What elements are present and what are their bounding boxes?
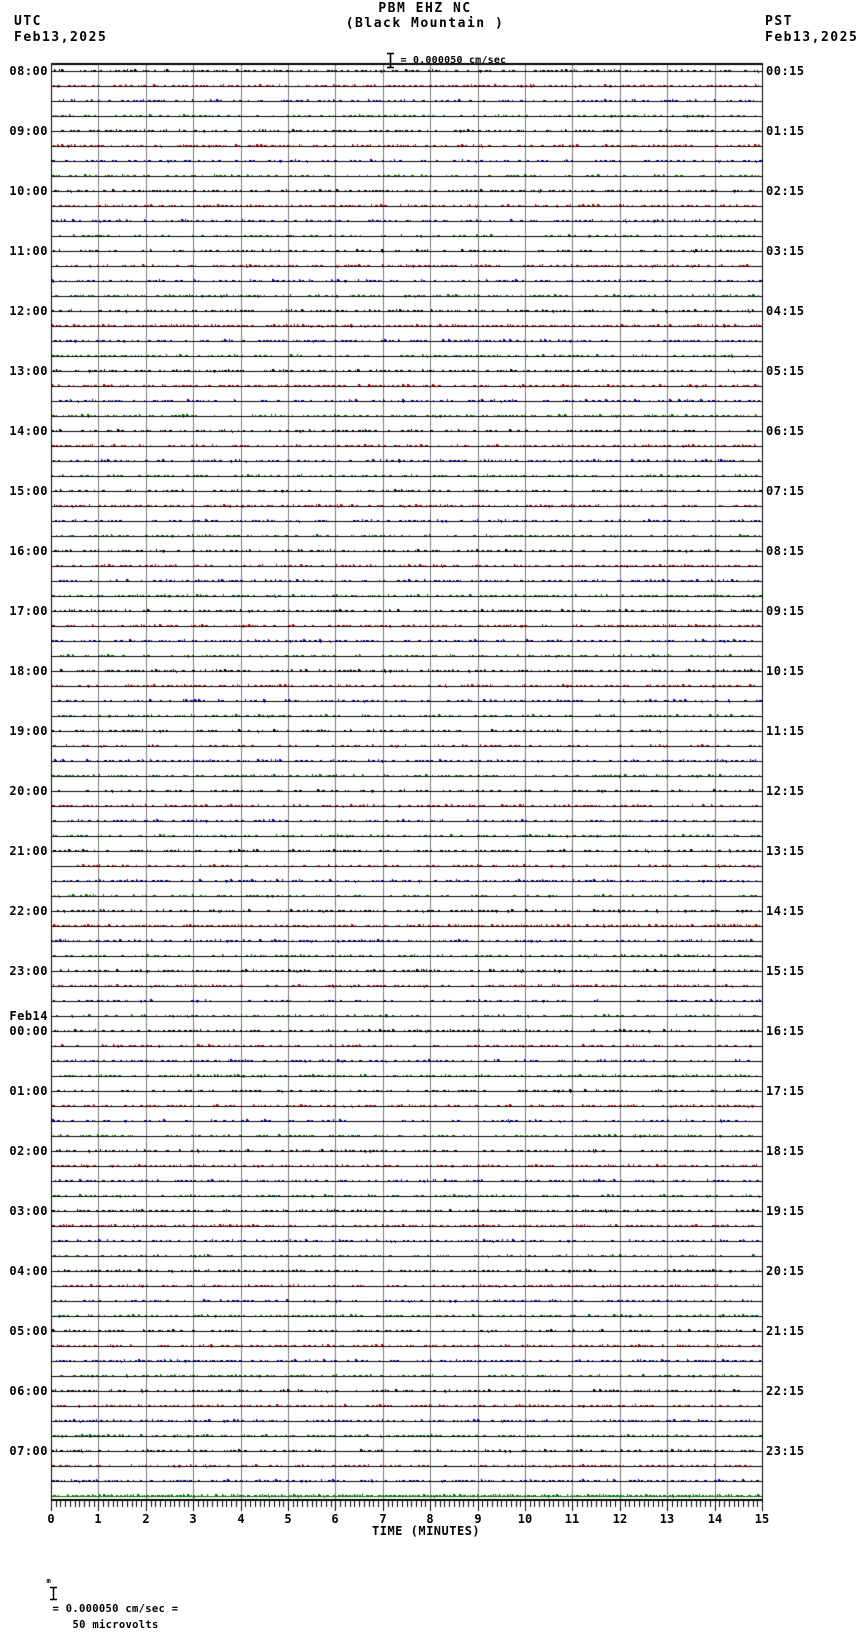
utc-date-label: Feb13,2025 [14, 30, 108, 45]
pst-hour-label: 19:15 [766, 1204, 805, 1218]
pst-hour-label: 06:15 [766, 424, 805, 438]
axis-tick-label: 0 [47, 1512, 55, 1526]
pst-timezone-label: PST [765, 14, 793, 29]
utc-hour-label: 03:00 [9, 1204, 48, 1218]
pst-hour-label: 00:15 [766, 64, 805, 78]
utc-hour-label: 01:00 [9, 1084, 48, 1098]
utc-hour-label: 05:00 [9, 1324, 48, 1338]
utc-hour-label: 09:00 [9, 124, 48, 138]
pst-hour-label: 13:15 [766, 844, 805, 858]
scale-text: = 0.000050 cm/sec [400, 54, 507, 66]
utc-timezone-label: UTC [14, 14, 42, 29]
axis-tick-label: 13 [659, 1512, 675, 1526]
pst-hour-label: 02:15 [766, 184, 805, 198]
utc-hour-label: 13:00 [9, 364, 48, 378]
station-location: (Black Mountain ) [345, 16, 505, 31]
pst-date-label: Feb13,2025 [765, 30, 858, 45]
pst-hour-label: 01:15 [766, 124, 805, 138]
scale-ibeam-icon [386, 52, 395, 69]
utc-hour-label: 15:00 [9, 484, 48, 498]
utc-hour-label: 23:00 [9, 964, 48, 978]
axis-title: TIME (MINUTES) [372, 1524, 481, 1538]
pst-hour-label: 12:15 [766, 784, 805, 798]
utc-hour-label: 04:00 [9, 1264, 48, 1278]
utc-hour-label: 17:00 [9, 604, 48, 618]
utc-hour-label: 02:00 [9, 1144, 48, 1158]
utc-hour-label: 06:00 [9, 1384, 48, 1398]
axis-tick-label: 11 [564, 1512, 580, 1526]
pst-hour-label: 23:15 [766, 1444, 805, 1458]
axis-tick-label: 14 [707, 1512, 723, 1526]
pst-hour-label: 18:15 [766, 1144, 805, 1158]
scale-marker [347, 36, 506, 85]
utc-hour-label: 21:00 [9, 844, 48, 858]
axis-tick-label: 15 [754, 1512, 770, 1526]
pst-hour-label: 20:15 [766, 1264, 805, 1278]
pst-hour-label: 14:15 [766, 904, 805, 918]
axis-tick-label: 10 [517, 1512, 533, 1526]
axis-tick-label: 2 [142, 1512, 150, 1526]
utc-hour-label: 19:00 [9, 724, 48, 738]
pst-hour-label: 05:15 [766, 364, 805, 378]
utc-hour-label: 14:00 [9, 424, 48, 438]
pst-hour-label: 07:15 [766, 484, 805, 498]
utc-hour-label: 18:00 [9, 664, 48, 678]
footer-scale-equation: = 0.000050 cm/sec = [52, 1603, 179, 1616]
utc-hour-label: 10:00 [9, 184, 48, 198]
station-title: PBM EHZ NC [378, 1, 472, 16]
axis-tick-label: 7 [379, 1512, 387, 1526]
pst-hour-label: 03:15 [766, 244, 805, 258]
pst-hour-label: 17:15 [766, 1084, 805, 1098]
axis-tick-label: 1 [94, 1512, 102, 1526]
axis-tick-label: 6 [331, 1512, 339, 1526]
utc-hour-label: 16:00 [9, 544, 48, 558]
utc-hour-label: 12:00 [9, 304, 48, 318]
pst-hour-label: 09:15 [766, 604, 805, 618]
axis-tick-label: 9 [474, 1512, 482, 1526]
utc-hour-label: 00:00 [9, 1024, 48, 1038]
utc-hour-label: 11:00 [9, 244, 48, 258]
utc-hour-label: 08:00 [9, 64, 48, 78]
pst-hour-label: 08:15 [766, 544, 805, 558]
axis-tick-label: 3 [189, 1512, 197, 1526]
utc-date-break-label: Feb14 [9, 1009, 48, 1023]
pst-hour-label: 11:15 [766, 724, 805, 738]
footer-scale-value: 50 microvolts [72, 1619, 159, 1632]
footer-scale-note [8, 1550, 178, 1649]
footer-prefix: m [46, 1577, 51, 1585]
pst-hour-label: 10:15 [766, 664, 805, 678]
utc-hour-label: 07:00 [9, 1444, 48, 1458]
pst-hour-label: 22:15 [766, 1384, 805, 1398]
axis-tick-label: 4 [237, 1512, 245, 1526]
utc-hour-label: 22:00 [9, 904, 48, 918]
pst-hour-label: 15:15 [766, 964, 805, 978]
pst-hour-label: 16:15 [766, 1024, 805, 1038]
pst-hour-label: 04:15 [766, 304, 805, 318]
pst-hour-label: 21:15 [766, 1324, 805, 1338]
utc-hour-label: 20:00 [9, 784, 48, 798]
axis-tick-label: 8 [426, 1512, 434, 1526]
axis-tick-label: 5 [284, 1512, 292, 1526]
axis-tick-label: 12 [612, 1512, 628, 1526]
footer-ibeam-icon [49, 1586, 58, 1601]
